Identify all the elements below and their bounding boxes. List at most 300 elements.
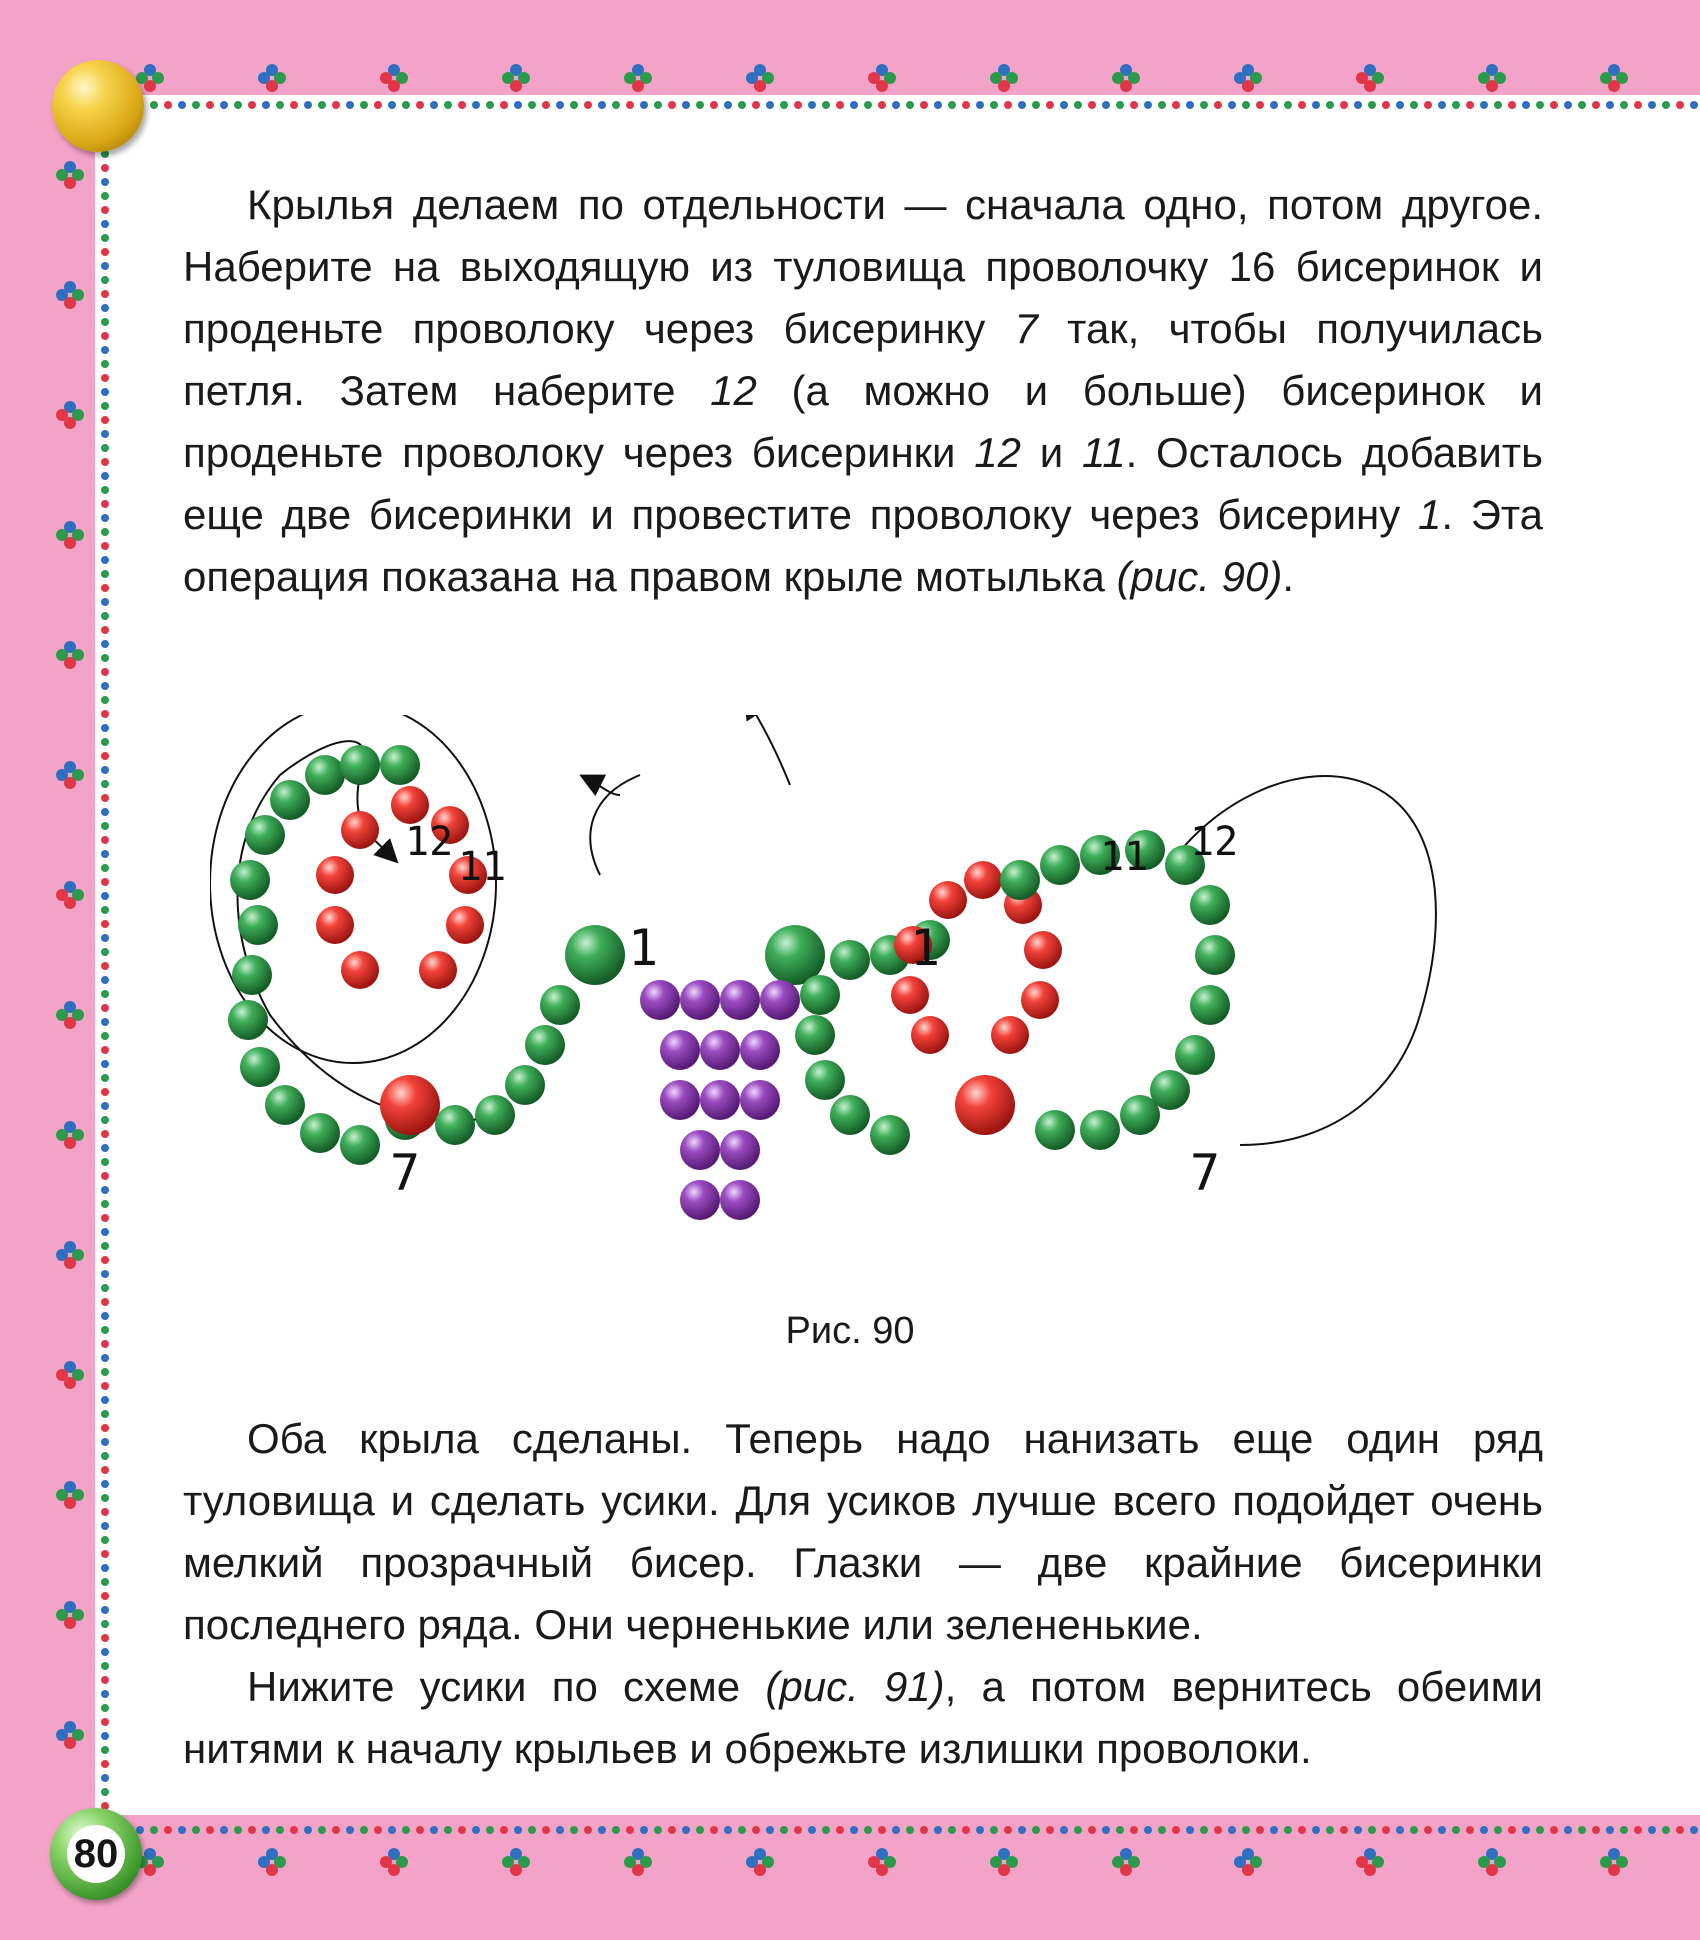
border-bead [1074, 1826, 1082, 1834]
border-bead [388, 1826, 396, 1834]
red-bead [891, 976, 929, 1014]
italic-reference: 1 [1417, 491, 1442, 538]
border-bead [101, 1578, 109, 1586]
green-bead [380, 745, 420, 785]
border-bead [101, 1634, 109, 1642]
purple-bead [680, 1180, 720, 1220]
border-bead [1690, 1826, 1698, 1834]
border-bead [101, 1606, 109, 1614]
border-bead [780, 1826, 788, 1834]
border-bead [101, 486, 109, 494]
border-bead [64, 1737, 76, 1749]
border-bead [101, 570, 109, 578]
border-bead [101, 752, 109, 760]
border-bead [1312, 101, 1320, 109]
text-run: и [1021, 429, 1082, 476]
green-bead [265, 1085, 305, 1125]
border-bead [101, 528, 109, 536]
border-bead [1480, 101, 1488, 109]
border-bead [654, 1826, 662, 1834]
border-bead [1256, 1826, 1264, 1834]
border-bead [388, 1864, 400, 1876]
page-number: 80 [67, 1825, 125, 1883]
border-bead [101, 878, 109, 886]
border-bead [1340, 101, 1348, 109]
border-bead [101, 444, 109, 452]
border-bead [101, 668, 109, 676]
border-bead [101, 164, 109, 172]
border-bead [836, 101, 844, 109]
border-bead [1074, 101, 1082, 109]
border-bead [444, 1826, 452, 1834]
border-bead [64, 1137, 76, 1149]
green-bead [230, 860, 270, 900]
border-bead [101, 346, 109, 354]
border-bead [1158, 1826, 1166, 1834]
figure-90 [210, 715, 1500, 1305]
border-bead [710, 101, 718, 109]
border-bead [101, 1732, 109, 1740]
red-bead [341, 811, 379, 849]
border-bead [101, 514, 109, 522]
border-bead [514, 101, 522, 109]
border-bead [1214, 101, 1222, 109]
border-bead [360, 1826, 368, 1834]
border-bead [101, 1452, 109, 1460]
border-bead [101, 1116, 109, 1124]
border-bead [101, 1200, 109, 1208]
border-bead [486, 101, 494, 109]
border-bead [1522, 101, 1530, 109]
border-bead [486, 1826, 494, 1834]
purple-bead [680, 1130, 720, 1170]
border-bead [876, 1864, 888, 1876]
border-bead [144, 1864, 156, 1876]
border-bead [1270, 101, 1278, 109]
border-bead [64, 657, 76, 669]
border-bead [1606, 1826, 1614, 1834]
border-bead [416, 1826, 424, 1834]
green-bead [830, 940, 870, 980]
purple-bead [740, 1080, 780, 1120]
arrow-to-right [590, 775, 640, 875]
border-bead [101, 220, 109, 228]
border-bead [864, 1826, 872, 1834]
green-bead [1195, 935, 1235, 975]
border-bead [990, 1826, 998, 1834]
border-bead [234, 101, 242, 109]
red-bead [341, 951, 379, 989]
border-bead [1120, 1864, 1132, 1876]
border-bead [682, 101, 690, 109]
border-bead [101, 1592, 109, 1600]
border-bead [101, 332, 109, 340]
border-bead [612, 101, 620, 109]
border-bead [101, 388, 109, 396]
green-bead [232, 955, 272, 995]
border-bead [101, 948, 109, 956]
border-bead [632, 80, 644, 92]
border-bead [598, 101, 606, 109]
border-bead [598, 1826, 606, 1834]
border-bead [101, 318, 109, 326]
border-bead [206, 1826, 214, 1834]
border-bead [346, 1826, 354, 1834]
border-bead [101, 1060, 109, 1068]
border-bead [101, 276, 109, 284]
border-bead [101, 1564, 109, 1572]
border-bead [178, 1826, 186, 1834]
border-bead [1354, 1826, 1362, 1834]
border-bead [696, 1826, 704, 1834]
border-bead [570, 1826, 578, 1834]
border-bead [738, 1826, 746, 1834]
border-bead [101, 864, 109, 872]
paragraph-2 [183, 1408, 1543, 1656]
border-bead [906, 1826, 914, 1834]
border-bead [1312, 1826, 1320, 1834]
green-bead [830, 1095, 870, 1135]
border-bead [1088, 1826, 1096, 1834]
italic-reference: 12 [710, 367, 757, 414]
green-bead [525, 1025, 565, 1065]
border-bead [1130, 101, 1138, 109]
border-bead [892, 101, 900, 109]
label-left-12: 12 [405, 819, 454, 865]
red-bead [1024, 931, 1062, 969]
red-bead [964, 861, 1002, 899]
italic-reference: 7 [1014, 305, 1038, 352]
border-bead [101, 1228, 109, 1236]
border-bead [976, 101, 984, 109]
green-bead [800, 975, 840, 1015]
border-bead [794, 1826, 802, 1834]
border-bead [101, 1382, 109, 1390]
border-bead [1368, 101, 1376, 109]
border-bead [101, 402, 109, 410]
border-bead [752, 101, 760, 109]
border-bead [101, 738, 109, 746]
border-bead [262, 101, 270, 109]
border-bead [1046, 101, 1054, 109]
border-bead [266, 80, 278, 92]
border-bead [1270, 1826, 1278, 1834]
border-bead [528, 101, 536, 109]
border-bead [1648, 1826, 1656, 1834]
border-bead [101, 234, 109, 242]
border-bead [1578, 1826, 1586, 1834]
border-bead [920, 101, 928, 109]
border-bead [1200, 1826, 1208, 1834]
green-bead [1040, 845, 1080, 885]
red-bead [446, 906, 484, 944]
border-bead [101, 1494, 109, 1502]
border-bead [64, 1497, 76, 1509]
border-bead [101, 262, 109, 270]
border-bead [101, 1480, 109, 1488]
border-bead [101, 1718, 109, 1726]
border-bead [101, 248, 109, 256]
border-bead [876, 80, 888, 92]
border-bead [1608, 80, 1620, 92]
border-bead [1200, 101, 1208, 109]
border-bead [290, 101, 298, 109]
border-bead [101, 1466, 109, 1474]
border-bead [458, 1826, 466, 1834]
border-bead [101, 1354, 109, 1362]
border-bead [101, 1774, 109, 1782]
border-bead [626, 1826, 634, 1834]
border-bead [101, 598, 109, 606]
border-bead [101, 1158, 109, 1166]
green-bead [1000, 860, 1040, 900]
border-bead [1508, 1826, 1516, 1834]
border-bead [64, 537, 76, 549]
border-bead [101, 1438, 109, 1446]
border-bead [101, 1676, 109, 1684]
purple-bead [760, 980, 800, 1020]
label-left-11: 11 [458, 844, 507, 890]
green-bead [305, 755, 345, 795]
border-bead [101, 612, 109, 620]
border-bead [640, 1826, 648, 1834]
border-bead [388, 80, 400, 92]
border-bead [192, 101, 200, 109]
border-bead [101, 626, 109, 634]
border-bead [948, 1826, 956, 1834]
border-bead [542, 101, 550, 109]
border-bead [374, 101, 382, 109]
border-bead [276, 1826, 284, 1834]
border-bead [1144, 101, 1152, 109]
border-bead [682, 1826, 690, 1834]
border-bead [878, 1826, 886, 1834]
border-bead [1116, 101, 1124, 109]
border-bead [1410, 101, 1418, 109]
border-bead [101, 1214, 109, 1222]
italic-reference: (рис. 91) [765, 1663, 945, 1710]
red-bead-7 [955, 1075, 1015, 1135]
italic-reference: 12 [974, 429, 1021, 476]
border-bead [101, 976, 109, 984]
border-bead [1466, 101, 1474, 109]
border-bead [1214, 1826, 1222, 1834]
purple-bead [720, 1180, 760, 1220]
border-bead [724, 1826, 732, 1834]
border-bead [101, 892, 109, 900]
red-bead [316, 906, 354, 944]
green-bead [540, 985, 580, 1025]
purple-bead [660, 1030, 700, 1070]
border-bead [64, 1257, 76, 1269]
border-bead [101, 192, 109, 200]
border-bead [1242, 101, 1250, 109]
green-bead [1035, 1110, 1075, 1150]
green-bead [870, 1115, 910, 1155]
border-bead [998, 1864, 1010, 1876]
border-bead [220, 101, 228, 109]
border-bead [266, 1864, 278, 1876]
border-bead [1326, 101, 1334, 109]
border-bead [290, 1826, 298, 1834]
border-bead [1480, 1826, 1488, 1834]
border-bead [64, 897, 76, 909]
border-bead [164, 101, 172, 109]
border-bead [402, 101, 410, 109]
border-bead [101, 724, 109, 732]
border-bead [360, 101, 368, 109]
border-bead [864, 101, 872, 109]
border-bead [1242, 80, 1254, 92]
border-bead [1228, 1826, 1236, 1834]
border-bead [1396, 1826, 1404, 1834]
border-bead [850, 101, 858, 109]
border-bead [1608, 1864, 1620, 1876]
purple-bead [740, 1030, 780, 1070]
border-bead [101, 1620, 109, 1628]
border-bead [1452, 101, 1460, 109]
border-bead [1256, 101, 1264, 109]
border-bead [1620, 1826, 1628, 1834]
border-bead [738, 101, 746, 109]
green-bead [228, 1000, 268, 1040]
border-bead [808, 1826, 816, 1834]
border-bead [101, 1270, 109, 1278]
red-bead [316, 856, 354, 894]
border-bead [1004, 1826, 1012, 1834]
border-bead [1032, 101, 1040, 109]
border-bead [1550, 1826, 1558, 1834]
green-bead [795, 1015, 835, 1055]
border-bead [1690, 101, 1698, 109]
border-bead [101, 1172, 109, 1180]
border-bead [1298, 101, 1306, 109]
border-bead [822, 101, 830, 109]
green-bead [1190, 885, 1230, 925]
border-bead [626, 101, 634, 109]
border-bead [1424, 1826, 1432, 1834]
red-bead [929, 881, 967, 919]
border-bead [584, 1826, 592, 1834]
border-bead [1410, 1826, 1418, 1834]
label-left-7: 7 [390, 1144, 421, 1202]
border-bead [1494, 1826, 1502, 1834]
border-bead [1662, 101, 1670, 109]
text-run: . Осталось добавить еще две бисеринки и провестите проволоку через бисерину [183, 429, 1543, 538]
border-bead [101, 640, 109, 648]
border-bead [754, 80, 766, 92]
purple-bead [700, 1030, 740, 1070]
border-bead [1130, 1826, 1138, 1834]
border-bead [1046, 1826, 1054, 1834]
green-bead [1080, 1110, 1120, 1150]
border-bead [1564, 1826, 1572, 1834]
border-bead [150, 101, 158, 109]
border-bead [556, 101, 564, 109]
border-bead [1424, 101, 1432, 109]
border-bead [1120, 80, 1132, 92]
border-bead [101, 990, 109, 998]
border-bead [1550, 101, 1558, 109]
border-bead [101, 1550, 109, 1558]
purple-bead [720, 1130, 760, 1170]
border-bead [1676, 1826, 1684, 1834]
purple-bead [680, 980, 720, 1020]
border-bead [1172, 1826, 1180, 1834]
border-bead [1158, 101, 1166, 109]
figure-caption: Рис. 90 [785, 1310, 915, 1352]
border-bead [1438, 101, 1446, 109]
green-bead-1 [565, 925, 625, 985]
border-bead [64, 1617, 76, 1629]
purple-bead [700, 1080, 740, 1120]
border-bead [101, 808, 109, 816]
border-bead [101, 1760, 109, 1768]
border-bead [101, 1144, 109, 1152]
red-bead [419, 951, 457, 989]
border-bead [101, 1256, 109, 1264]
border-bead [1186, 101, 1194, 109]
border-bead [178, 101, 186, 109]
border-bead [1486, 80, 1498, 92]
border-bead [150, 1826, 158, 1834]
purple-bead [660, 1080, 700, 1120]
green-bead [240, 1047, 280, 1087]
border-bead [1354, 101, 1362, 109]
border-bead [101, 654, 109, 662]
border-bead [1648, 101, 1656, 109]
border-bead [101, 1704, 109, 1712]
border-bead [1396, 101, 1404, 109]
border-bead [234, 1826, 242, 1834]
border-bead [808, 101, 816, 109]
border-bead [1004, 101, 1012, 109]
border-bead [962, 1826, 970, 1834]
border-bead [1592, 1826, 1600, 1834]
border-bead [101, 1298, 109, 1306]
border-bead [1676, 101, 1684, 109]
border-bead [402, 1826, 410, 1834]
border-bead [101, 1508, 109, 1516]
border-bead [1364, 1864, 1376, 1876]
border-bead [101, 1242, 109, 1250]
text-run: Оба крыла сделаны. Теперь надо нанизать еще один ряд туловища и сделать усики. Для усиков лучше всего подойдет очень мелкий прозрачный бисер. Глазки — две крайние бисеринки последнего ряда. Они черненькие или зелененькие. [183, 1415, 1543, 1648]
label-right-11: 11 [1100, 834, 1149, 880]
border-bead [906, 101, 914, 109]
border-bead [1578, 101, 1586, 109]
green-bead [1190, 985, 1230, 1025]
border-bead [668, 1826, 676, 1834]
border-bead [64, 777, 76, 789]
border-bead [101, 290, 109, 298]
border-bead [724, 101, 732, 109]
right-arrow-up [750, 715, 790, 785]
border-bead [500, 1826, 508, 1834]
border-bead [668, 101, 676, 109]
border-bead [206, 101, 214, 109]
text-run: Крылья делаем по отдельности — сначала одно, потом другое. Наберите на выходящую из туловища проволочку 16 бисеринок и проденьте проволоку через бисеринку [183, 181, 1543, 352]
border-bead [510, 80, 522, 92]
border-bead [101, 1424, 109, 1432]
border-bead [101, 472, 109, 480]
border-bead [101, 822, 109, 830]
beading-diagram [210, 715, 1500, 1305]
green-bead [1175, 1035, 1215, 1075]
paragraph-finish [183, 1408, 1543, 1780]
border-bead [101, 206, 109, 214]
border-bead [416, 101, 424, 109]
border-bead [101, 360, 109, 368]
